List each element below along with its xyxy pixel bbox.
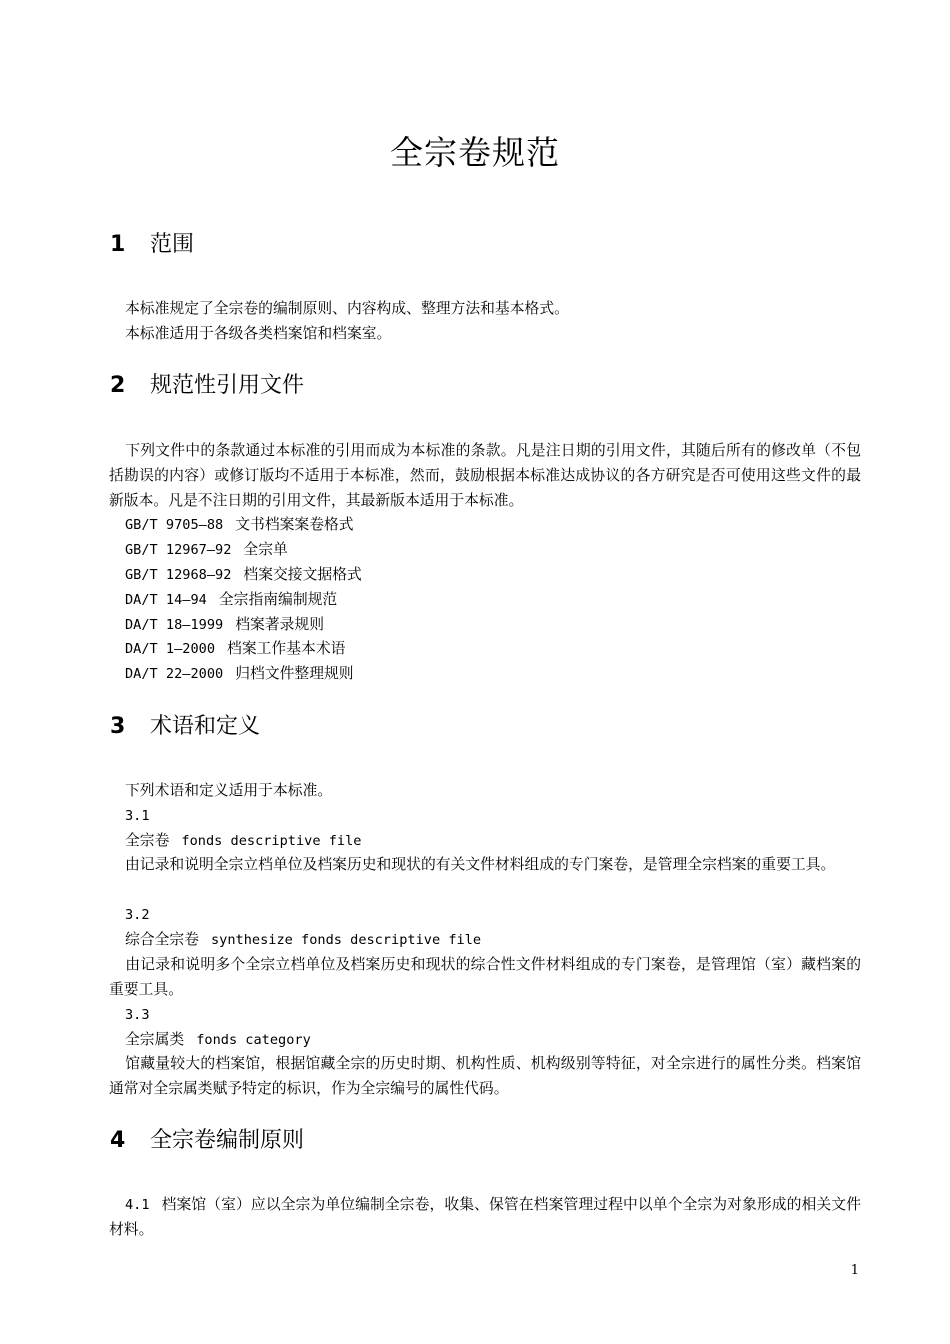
term-entry <box>125 928 481 953</box>
term-english: fonds category <box>196 1032 311 1048</box>
section-number: 4 <box>110 1128 126 1153</box>
section-number: 3 <box>110 714 126 739</box>
term-english: fonds descriptive file <box>181 833 362 849</box>
term-entry <box>125 1028 311 1053</box>
reference-item <box>125 513 354 538</box>
term-name: 全宗属类 <box>125 1031 185 1048</box>
clause-text: 档案馆（室）应以全宗为单位编制全宗卷，收集、保管在档案管理过程中以单个全宗为对象形成的相关文件材料。 <box>109 1196 861 1238</box>
reference-title: 档案交接文据格式 <box>243 566 362 583</box>
reference-title: 全宗单 <box>243 541 288 558</box>
section-heading-normative-references <box>110 369 304 403</box>
paragraph: 下列术语和定义适用于本标准。 <box>125 782 333 799</box>
paragraph: 本标准规定了全宗卷的编制原则、内容构成、整理方法和基本格式。 <box>125 300 569 317</box>
term-name: 全宗卷 <box>125 832 170 849</box>
reference-item <box>125 588 337 613</box>
definition-text: 由记录和说明全宗立档单位及档案历史和现状的有关文件材料组成的专门案卷，是管理全宗档案的重要工具。 <box>125 856 836 873</box>
term-definition <box>109 953 861 1003</box>
reference-title: 文书档案案卷格式 <box>235 516 354 533</box>
reference-code: DA/T 1—2000 <box>125 641 216 657</box>
term-definition <box>109 1052 861 1102</box>
section-number: 2 <box>110 373 126 398</box>
reference-title: 档案工作基本术语 <box>227 640 346 657</box>
clause-id: 4.1 <box>125 1197 150 1213</box>
reference-code: GB/T 12967—92 <box>125 542 232 558</box>
reference-item <box>125 662 354 687</box>
reference-code: DA/T 18—1999 <box>125 617 224 633</box>
section-heading-scope <box>110 228 194 262</box>
definition-text: 由记录和说明多个全宗立档单位及档案历史和现状的综合性文件材料组成的专门案卷，是管理馆（室）藏档案的重要工具。 <box>109 956 861 998</box>
term-english: synthesize fonds descriptive file <box>211 932 482 948</box>
page-number: 1 <box>850 1263 859 1278</box>
reference-title: 全宗指南编制规范 <box>218 591 338 608</box>
reference-title: 档案著录规则 <box>235 616 325 633</box>
section-title: 术语和定义 <box>150 714 261 739</box>
reference-item <box>125 563 362 588</box>
term-name: 综合全宗卷 <box>125 931 199 948</box>
paragraph-text: 下列文件中的条款通过本标准的引用而成为本标准的条款。凡是注日期的引用文件，其随后所有的修改单（不包括勘误的内容）或修订版均不适用于本标准，然而，鼓励根据本标准达成协议的各方研究是否可使用这些文件的最新版本。凡是不注日期的引用文件，其最新版本适用于本标准。 <box>109 442 861 509</box>
definition-text: 馆藏量较大的档案馆，根据馆藏全宗的历史时期、机构性质、机构级别等特征，对全宗进行的属性分类。档案馆通常对全宗属类赋予特定的标识，作为全宗编号的属性代码。 <box>109 1055 861 1097</box>
section-heading-compilation-principles <box>110 1124 304 1158</box>
reference-item <box>125 538 288 563</box>
term-id: 3.3 <box>125 1007 150 1023</box>
section-title: 范围 <box>150 232 195 257</box>
section-number: 1 <box>110 232 126 257</box>
term-id: 3.2 <box>125 907 150 923</box>
reference-title: 归档文件整理规则 <box>235 665 354 682</box>
reference-code: DA/T 14—94 <box>125 592 207 608</box>
reference-item <box>125 613 324 638</box>
section-title: 全宗卷编制原则 <box>150 1128 305 1153</box>
reference-code: GB/T 12968—92 <box>125 567 232 583</box>
term-definition <box>109 853 861 878</box>
reference-code: GB/T 9705—88 <box>125 517 224 533</box>
section-title: 规范性引用文件 <box>150 373 305 398</box>
reference-code: DA/T 22—2000 <box>125 666 224 682</box>
clause <box>109 1193 861 1243</box>
section-heading-terms-definitions <box>110 710 260 744</box>
document-title: 全宗卷规范 <box>390 133 560 172</box>
paragraph <box>109 439 861 513</box>
paragraph: 本标准适用于各级各类档案馆和档案室。 <box>125 325 392 342</box>
term-entry <box>125 829 361 854</box>
reference-item <box>125 637 345 662</box>
term-id: 3.1 <box>125 808 150 824</box>
